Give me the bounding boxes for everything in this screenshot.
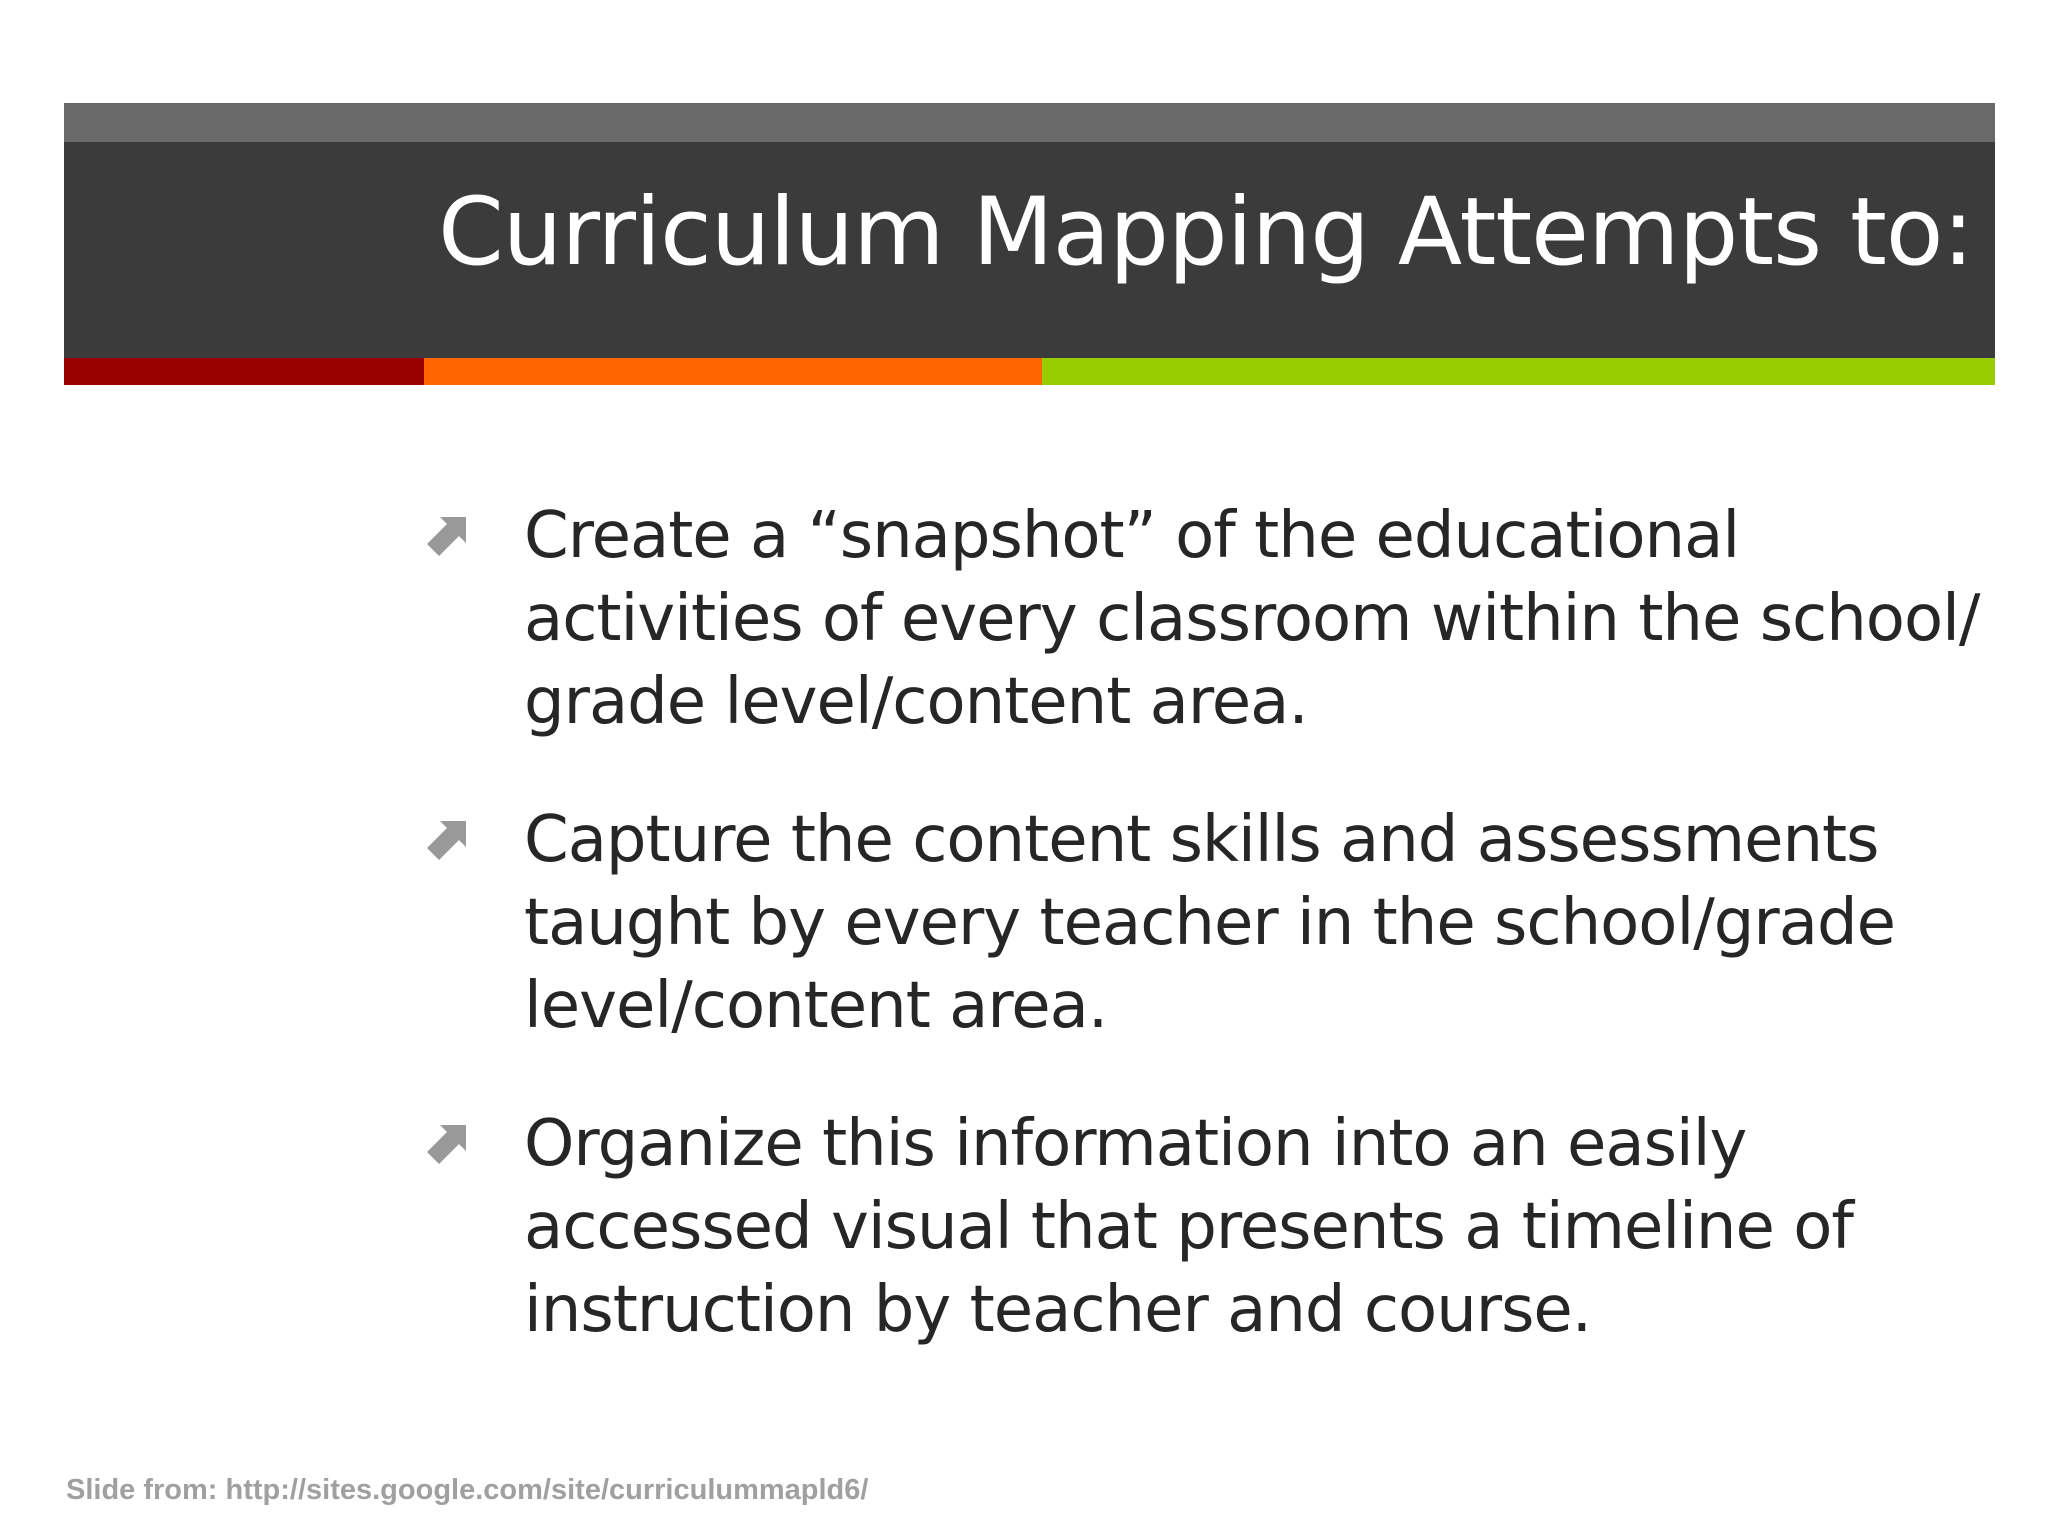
accent-segment-orange bbox=[424, 358, 1042, 385]
bullet-text: Organize this information into an easily accessed visual that presents a timeline of instruction by teacher and course. bbox=[524, 1107, 1853, 1347]
top-strip bbox=[64, 103, 1995, 142]
bullet-text: Capture the content skills and assessments taught by every teacher in the school/grade level/content area. bbox=[524, 803, 1895, 1043]
arrow-up-right-icon bbox=[426, 815, 472, 861]
accent-segment-red bbox=[64, 358, 424, 385]
slide-title: Curriculum Mapping Attempts to: bbox=[438, 178, 1973, 287]
source-note: Slide from: http://sites.google.com/site/curriculummapld6/ bbox=[66, 1474, 869, 1506]
bullet-item bbox=[426, 799, 1986, 1048]
accent-bar bbox=[64, 358, 1995, 385]
bullet-text: Create a “snapshot” of the educational activities of every classroom within the school/ grade level/content area. bbox=[524, 499, 1980, 739]
arrow-up-right-icon bbox=[426, 1119, 472, 1165]
accent-segment-green bbox=[1042, 358, 1995, 385]
bullet-item bbox=[426, 1103, 1986, 1352]
arrow-up-right-icon bbox=[426, 511, 472, 557]
bullet-item bbox=[426, 495, 1986, 744]
bullet-list bbox=[426, 495, 1986, 1407]
title-bar bbox=[64, 142, 1995, 358]
